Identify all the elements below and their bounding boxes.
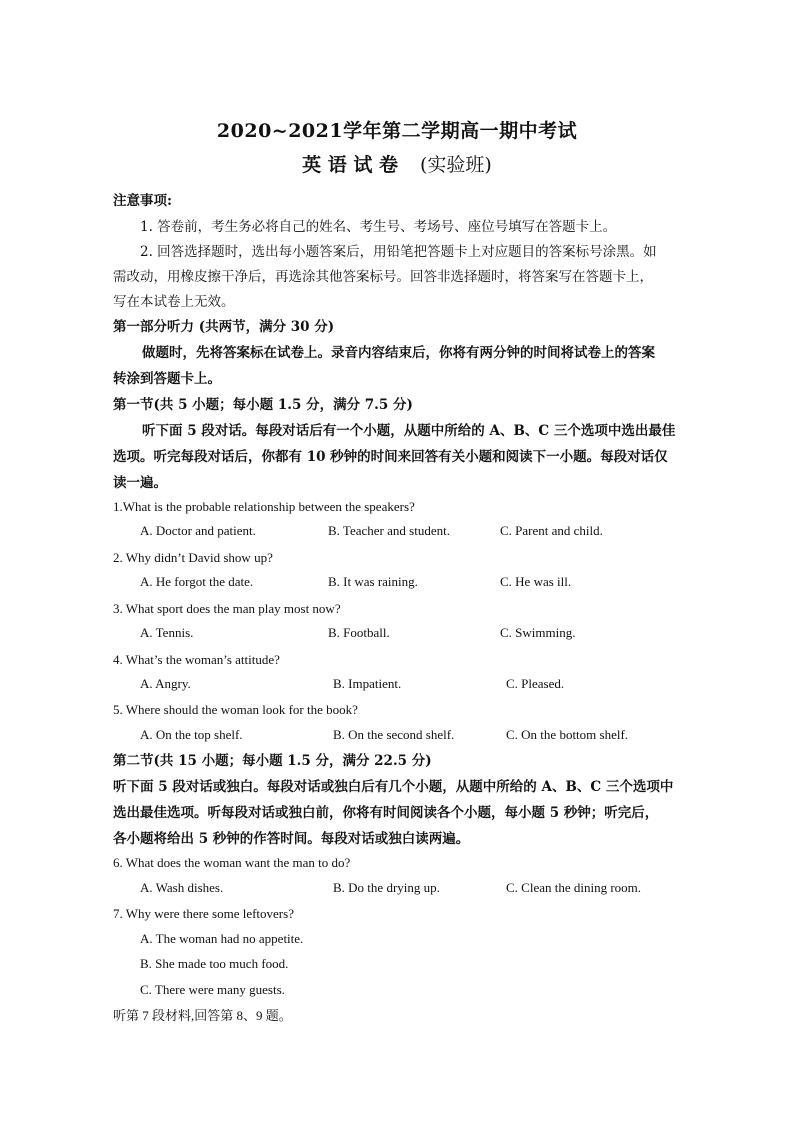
q6-option-b: B. Do the drying up. — [333, 880, 440, 895]
q3-option-a: A. Tennis. — [140, 625, 194, 640]
section2-instruction-line-2: 选出最佳选项。听每段对话或独白前，你将有时间阅读各个小题，每小题 5 秒钟；听完后， — [113, 805, 659, 821]
q7-option-b: B. She made too much food. — [140, 956, 289, 971]
next-material-note: 听第 7 段材料,回答第 8、9 题。 — [113, 1008, 292, 1023]
q1-option-b: B. Teacher and student. — [328, 523, 450, 538]
q2-option-a: A. He forgot the date. — [140, 574, 254, 589]
question-4: 4. What’s the woman’s attitude? — [113, 652, 280, 667]
question-6: 6. What does the woman want the man to do? — [113, 855, 351, 870]
q6-option-c: C. Clean the dining room. — [506, 880, 642, 895]
question-5: 5. Where should the woman look for the book? — [113, 702, 358, 717]
q4-option-b: B. Impatient. — [333, 676, 402, 691]
section2-instruction-line-3: 各小题将给出 5 秒钟的作答时间。每段对话或独白读两遍。 — [113, 831, 470, 847]
question-3: 3. What sport does the man play most now? — [113, 601, 341, 616]
section2-instruction-line-1: 听下面 5 段对话或独白。每段对话或独白后有几个小题，从题中所给的 A、B、C 三个选项中 — [113, 779, 674, 795]
q5-option-c: C. On the bottom shelf. — [506, 727, 629, 742]
question-2: 2. Why didn’t David show up? — [113, 550, 273, 565]
section1-instruction-line-3: 读一遍。 — [113, 475, 167, 491]
subtitle-text: 英 语 试 卷 — [302, 154, 399, 176]
part1-heading: 第一部分听力 (共两节，满分 30 分) — [113, 319, 335, 335]
notice-heading: 注意事项: — [113, 193, 172, 209]
notice-item-2-line-3: 写在本试卷上无效。 — [113, 294, 235, 310]
q5-option-b: B. On the second shelf. — [333, 727, 455, 742]
subtitle-suffix: (实验班) — [420, 154, 492, 176]
q7-option-c: C. There were many guests. — [140, 982, 285, 997]
part1-instruction-line-2: 转涂到答题卡上。 — [113, 371, 221, 387]
q1-option-a: A. Doctor and patient. — [140, 523, 256, 538]
notice-item-1: 1. 答卷前，考生务必将自己的姓名、考生号、考场号、座位号填写在答题卡上。 — [140, 219, 617, 235]
section1-instruction-line-2: 选项。听完每段对话后，你都有 10 秒钟的时间来回答有关小题和阅读下一小题。每段对话仅 — [113, 449, 668, 465]
q3-option-b: B. Football. — [328, 625, 390, 640]
q4-option-c: C. Pleased. — [506, 676, 565, 691]
question-7: 7. Why were there some leftovers? — [113, 906, 294, 921]
notice-item-2-line-2: 需改动，用橡皮擦干净后，再选涂其他答案标号。回答非选择题时，将答案写在答题卡上， — [113, 269, 653, 285]
q5-option-a: A. On the top shelf. — [140, 727, 243, 742]
part1-instruction-line-1: 做题时，先将答案标在试卷上。录音内容结束后，你将有两分钟的时间将试卷上的答案 — [142, 345, 655, 361]
q2-option-c: C. He was ill. — [500, 574, 572, 589]
q3-option-c: C. Swimming. — [500, 625, 576, 640]
q2-option-b: B. It was raining. — [328, 574, 418, 589]
question-1: 1.What is the probable relationship between the speakers? — [113, 499, 415, 514]
q7-option-a: A. The woman had no appetite. — [140, 931, 304, 946]
q1-option-c: C. Parent and child. — [500, 523, 603, 538]
exam-title: 2020~2021学年第二学期高一期中考试 — [216, 120, 578, 142]
exam-subtitle — [0, 150, 794, 177]
notice-item-2-line-1: 2. 回答选择题时，选出每小题答案后，用铅笔把答题卡上对应题目的答案标号涂黑。如 — [140, 244, 657, 260]
q6-option-a: A. Wash dishes. — [140, 880, 224, 895]
section1-instruction-line-1: 听下面 5 段对话。每段对话后有一个小题，从题中所给的 A、B、C 三个选项中选出最佳 — [142, 423, 676, 439]
q4-option-a: A. Angry. — [140, 676, 191, 691]
section2-heading: 第二节(共 15 小题；每小题 1.5 分，满分 22.5 分) — [113, 753, 432, 769]
section1-heading: 第一节(共 5 小题；每小题 1.5 分，满分 7.5 分) — [113, 397, 413, 413]
